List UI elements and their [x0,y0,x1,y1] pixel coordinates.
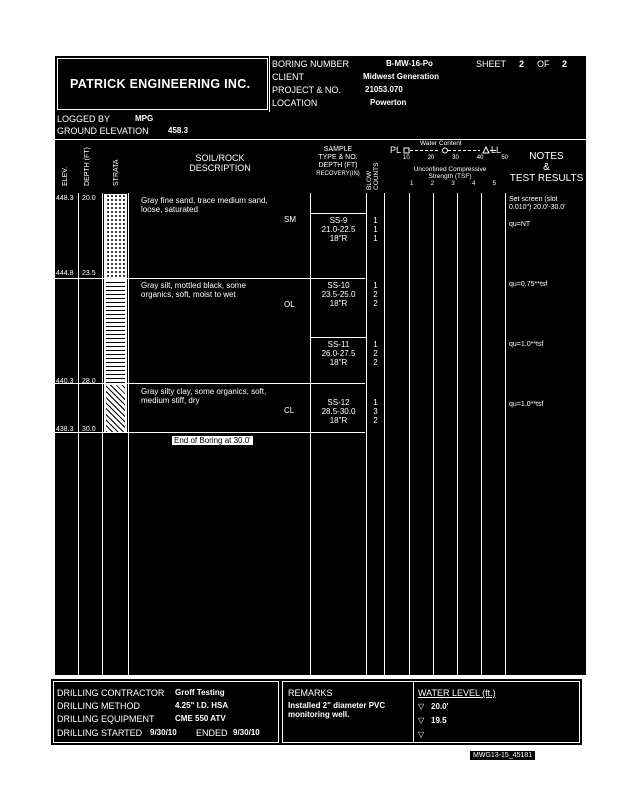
blow-count: 1 [373,225,378,234]
ucs-label-2: Strength (TSF) [428,173,472,180]
equipment-label: DRILLING EQUIPMENT [57,714,155,724]
ucs-label [395,166,505,180]
layer-description-line: Gray silty clay, some organics, soft, [141,387,267,396]
blow-count: 1 [373,234,378,243]
location-label: LOCATION [272,98,318,108]
layer-description [141,387,266,405]
note-line: Set screen (slot [509,196,558,203]
note-qu: qu=NT [509,221,531,228]
sample-recovery: 18"R [329,234,348,243]
ended-label: ENDED [196,728,228,738]
sheet-number: 2 [519,59,525,69]
notes-header-2: & [543,162,550,173]
contractor-label: DRILLING CONTRACTOR [57,688,165,698]
wc-tick: 10 [403,155,410,161]
layer-description-line: medium stiff, dry [141,396,200,405]
sample-header-3: DEPTH (FT) [318,162,358,169]
water-level-label: WATER LEVEL (ft.) [418,688,496,698]
layer-description [141,196,268,214]
ucs-tick: 2 [430,181,434,187]
note-qu: qu=1.0**tsf [509,341,544,348]
notes-header [507,151,586,184]
ucs-ticks [410,181,496,187]
logged-by-value: MPG [135,114,154,123]
sample-depth: 23.5-25.0 [321,290,356,299]
project-value: 21053.070 [365,85,403,94]
sample-depth: 26.0-27.5 [321,349,356,358]
sample-entry [311,340,366,367]
layer-boundary [55,278,365,279]
graph-gridline [481,193,482,675]
elev-column [55,193,78,675]
sample-depth: 28.5-30.0 [321,407,356,416]
sample-header-1: SAMPLE [323,146,353,153]
project-label: PROJECT & NO. [272,85,341,95]
blow-column [367,193,384,675]
footer-water-divider [413,681,414,743]
layer-depth: 30.0 [82,426,96,433]
location-value: Powerton [370,98,407,107]
sample-header-2: TYPE & NO. [318,154,358,161]
ucs-tick: 3 [451,181,455,187]
layer-elevation: 438.3 [56,426,74,433]
layer-elevation: 444.8 [56,270,74,277]
depth-column [79,193,102,675]
description-header-text: SOIL/ROCK DESCRIPTION [189,153,251,173]
layer-depth: 23.5 [82,270,96,277]
layer-depth: 20.0 [82,195,96,202]
ucs-tick: 4 [471,181,476,187]
wc-tick: 30 [452,155,459,161]
layer-description-line: organics, soft, moist to wet [141,290,236,299]
graph-column [385,193,505,675]
water-content-label: Water Content [420,140,462,147]
description-column [129,193,310,675]
blow-count: 1 [373,216,378,225]
company-name: PATRICK ENGINEERING INC. [70,77,251,91]
contractor-value: Groff Testing [175,688,225,697]
water-level-1: 20.0' [431,702,449,711]
sample-id: SS-10 [327,281,350,290]
sample-recovery: 18"R [329,299,348,308]
layer-uscs: OL [284,300,295,309]
sample-header [310,146,366,178]
file-tag: MWG13-15_45181 [470,751,535,760]
sample-id: SS-9 [329,216,348,225]
note-screen [509,196,566,212]
layer-depth: 28.0 [82,378,96,385]
blow-count: 3 [373,407,378,416]
water-level-icon: ▽ [418,702,425,711]
layer-description-line: Gray silt, mottled black, some [141,281,246,290]
blow-count: 1 [373,340,378,349]
strata-column-lower [103,433,128,675]
elev-header: ELEV. [62,166,69,186]
pl-label: PL [390,145,402,155]
note-qu: qu=0.75**tsf [509,281,548,288]
remarks-line: monitoring well. [288,710,350,719]
blow-count: 1 [373,398,378,407]
strata-silt-pattern [106,280,125,383]
blow-counts [367,216,384,243]
remarks-text [288,701,385,719]
layer-elevation: 448.3 [56,195,74,202]
method-value: 4.25" I.D. HSA [175,701,229,710]
blow-count: 2 [373,349,378,358]
notes-header-1: NOTES [529,151,564,162]
water-level-icon: ▽ [418,730,425,739]
ucs-tick: 1 [410,181,414,187]
ll-label: LL [491,145,502,155]
boring-number: B-MW-16-Po [386,59,433,68]
graph-gridline [433,193,434,675]
blow-count: 1 [373,281,378,290]
started-value: 9/30/10 [150,728,177,737]
started-label: DRILLING STARTED [57,728,143,738]
layer-boundary [55,383,365,384]
layer-description-line: Gray fine sand, trace medium sand, [141,196,268,205]
blow-counts [367,398,384,425]
notes-column [506,193,586,675]
strata-header: STRATA [113,159,120,186]
layer-description [141,281,246,299]
end-of-boring: End of Boring at 30.0' [174,436,251,445]
sample-id: SS-12 [327,398,350,407]
blow-count: 2 [373,358,378,367]
column-header-rule [55,139,586,140]
remarks-label: REMARKS [288,688,333,698]
wc-tick: 20 [427,155,435,161]
layer-uscs: SM [284,215,296,224]
boring-number-label: BORING NUMBER [272,59,350,69]
pl-square-icon [404,148,409,153]
sample-entry [311,398,366,425]
blow-counts [367,281,384,308]
blow-counts [367,340,384,367]
layer-boundary [55,432,365,433]
sheet-total: 2 [562,59,568,69]
depth-header: DEPTH (FT) [84,147,91,186]
sheet-of: OF [537,59,550,69]
ucs-label-1: Unconfined Compressive [413,166,487,173]
client-label: CLIENT [272,72,305,82]
wc-tick: 50 [501,155,508,161]
equipment-value: CME 550 ATV [175,714,226,723]
layer-uscs: CL [284,406,295,415]
water-level-icon: ▽ [418,716,425,725]
sheet-label: SHEET [476,59,507,69]
remarks-line: Installed 2" diameter PVC [288,701,386,710]
notes-header-3: TEST RESULTS [509,173,584,184]
blow-count: 2 [373,416,378,425]
sample-header-4: RECOVERY(IN) [316,171,360,177]
sample-recovery: 18"R [329,416,348,425]
sample-entry [311,216,366,243]
graph-gridline [457,193,458,675]
description-header [160,153,280,173]
ucs-tick: 5 [492,181,496,187]
sample-entry [311,281,366,308]
wc-ticks [403,155,508,161]
water-level-2: 19.5 [431,716,447,725]
blow-count: 2 [373,290,378,299]
ll-triangle-icon [483,147,489,153]
wc-tick: 40 [476,155,484,161]
sample-depth: 21.0-22.5 [321,225,356,234]
logged-by-label: LOGGED BY [57,114,111,124]
note-line: 0.010") 20.0'-30.0' [509,204,566,211]
strata-clay-pattern [106,385,125,432]
ground-elevation-value: 458.3 [168,126,189,135]
sample-recovery: 18"R [329,358,348,367]
sample-id: SS-11 [327,340,350,349]
ground-elevation-label: GROUND ELEVATION [57,126,149,136]
header-divider [269,56,270,112]
method-label: DRILLING METHOD [57,701,141,711]
strata-sand-pattern [106,194,125,278]
note-qu: qu=1.0**tsf [509,401,544,408]
layer-description-line: loose, saturated [141,205,198,214]
sample-column [311,193,366,675]
layer-elevation: 440.3 [56,378,74,385]
client-value: Midwest Generation [363,72,440,81]
graph-gridline [409,193,410,675]
blow-count: 2 [373,299,378,308]
blow-counts-header: BLOW COUNTS [366,162,380,190]
water-content-circle-icon [443,148,448,153]
ended-value: 9/30/10 [233,728,260,737]
